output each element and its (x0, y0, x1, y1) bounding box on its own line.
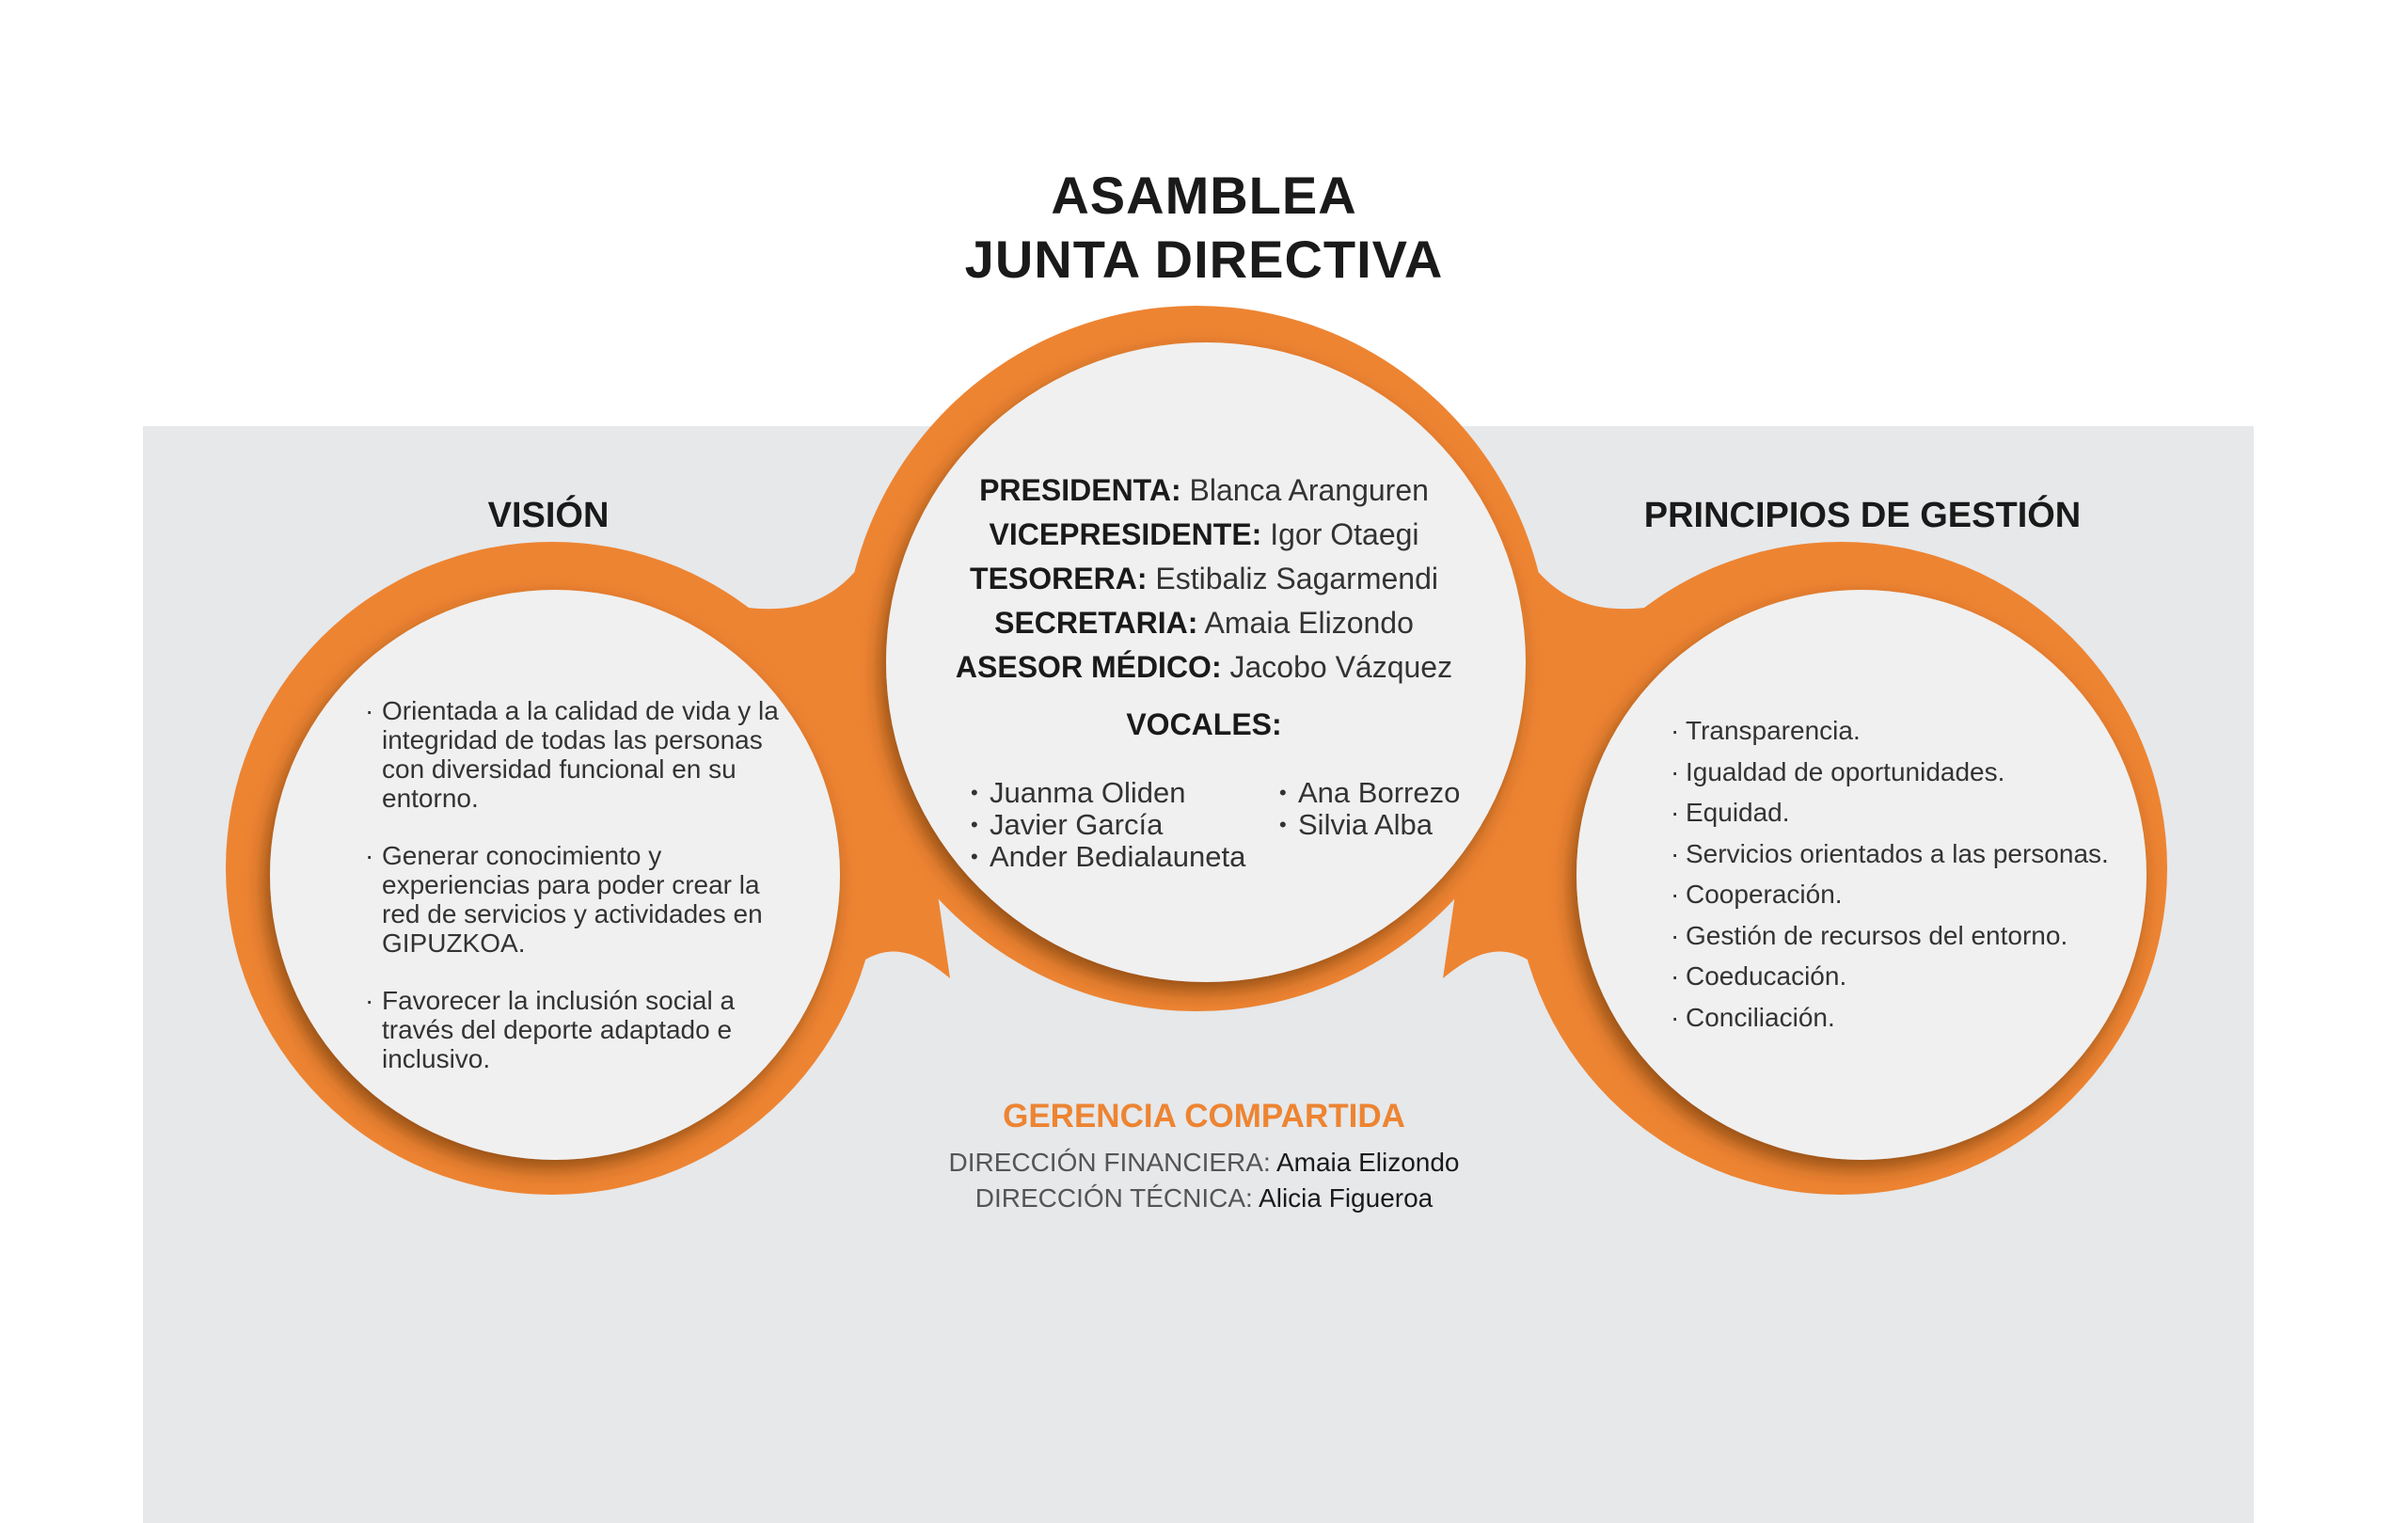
gerencia-title: GERENCIA COMPARTIDA (1003, 1098, 1405, 1134)
board-role: PRESIDENTA: (979, 473, 1181, 507)
gerencia-name: Alicia Figueroa (1259, 1183, 1434, 1213)
vocal-item: • Silvia Alba (1279, 809, 1460, 841)
vocal-item: • Ander Bedialauneta (971, 841, 1245, 873)
vocales-left-list (971, 777, 1245, 873)
principle-item: · Conciliación. (1671, 997, 2160, 1039)
board-role: TESORERA: (970, 562, 1148, 595)
board-member-row (922, 601, 1486, 645)
vocales-title: VOCALES: (1126, 707, 1282, 741)
gerencia-role: DIRECCIÓN FINANCIERA: (948, 1148, 1271, 1177)
gerencia-role: DIRECCIÓN TÉCNICA: (974, 1183, 1253, 1213)
principle-item: · Servicios orientados a las personas. (1671, 833, 2160, 875)
vision-item: · Favorecer la inclusión social a través del deporte adaptado e inclusivo. (365, 986, 798, 1073)
vocal-item: • Javier García (971, 809, 1245, 841)
gerencia-name: Amaia Elizondo (1275, 1148, 1460, 1177)
principles-list (1671, 710, 2160, 1038)
vocal-item: • Juanma Oliden (971, 777, 1245, 809)
board-role: VICEPRESIDENTE: (989, 517, 1262, 551)
board-member-row (922, 557, 1486, 601)
board-members (922, 468, 1486, 690)
principle-item: · Cooperación. (1671, 874, 2160, 915)
vocal-item: • Ana Borrezo (1279, 777, 1460, 809)
principle-item: · Equidad. (1671, 792, 2160, 833)
gerencia-line (781, 1150, 1627, 1176)
board-name: Igor Otaegi (1270, 517, 1419, 551)
board-member-row (922, 645, 1486, 690)
board-name: Amaia Elizondo (1204, 606, 1414, 640)
page-title-line1: ASAMBLEA (1051, 166, 1357, 225)
principle-item: · Transparencia. (1671, 710, 2160, 752)
board-name: Jacobo Vázquez (1229, 650, 1453, 684)
board-role: SECRETARIA: (994, 606, 1198, 640)
gerencia-line (781, 1185, 1627, 1212)
board-name: Blanca Aranguren (1189, 473, 1429, 507)
board-role: ASESOR MÉDICO: (955, 650, 1222, 684)
vision-list (365, 696, 798, 1102)
principle-item: · Gestión de recursos del entorno. (1671, 915, 2160, 957)
board-member-row (922, 513, 1486, 557)
vision-item: · Generar conocimiento y experiencias para poder crear la red de servicios y actividades en GIPUZKOA. (365, 841, 798, 958)
vision-title: VISIÓN (487, 496, 610, 535)
principle-item: · Coeducación. (1671, 956, 2160, 997)
board-member-row (922, 468, 1486, 513)
principle-item: · Igualdad de oportunidades. (1671, 752, 2160, 793)
vocales-right-list (1279, 777, 1460, 841)
principles-title: PRINCIPIOS DE GESTIÓN (1643, 496, 2082, 535)
board-name: Estibaliz Sagarmendi (1155, 562, 1438, 595)
vision-item: · Orientada a la calidad de vida y la integridad de todas las personas con diversidad funcional en su entorno. (365, 696, 798, 813)
page-title-line2: JUNTA DIRECTIVA (964, 230, 1444, 289)
